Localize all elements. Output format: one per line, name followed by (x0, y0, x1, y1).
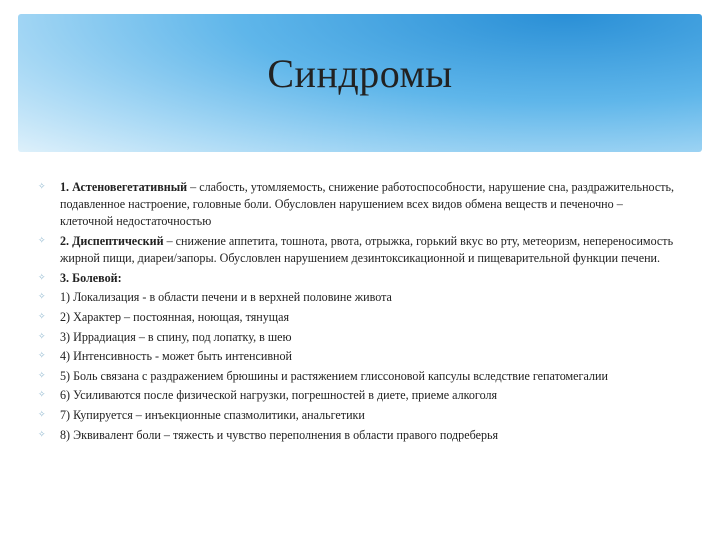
diamond-bullet-icon: ✧ (38, 370, 46, 381)
list-item (38, 329, 678, 346)
slide-title: Синдромы (267, 51, 453, 96)
list-item (38, 387, 678, 404)
diamond-bullet-icon: ✧ (38, 351, 46, 362)
list-item (38, 427, 678, 444)
item-text: 8) Эквивалент боли – тяжесть и чувство переполнения в области правого подреберья (60, 427, 499, 442)
list-item (38, 179, 678, 231)
item-text: 6) Усиливаются после физической нагрузки, погрешностей в диете, приеме алкоголя (60, 388, 498, 403)
diamond-bullet-icon: ✧ (38, 272, 46, 283)
item-text: 4) Интенсивность - может быть интенсивной (60, 349, 293, 364)
diamond-bullet-icon: ✧ (38, 409, 46, 420)
list-item (38, 407, 678, 424)
list-item (38, 289, 678, 306)
item-text: 2) Характер – постоянная, ноющая, тянущая (60, 309, 290, 324)
list-item (38, 348, 678, 365)
diamond-bullet-icon: ✧ (38, 236, 46, 246)
item-text: – слабость, утомляемость, снижение работоспособности, нарушение сна, раздражительность, подавленное настроение, головные боли. Обусловлен нарушением всех видов обмена веществ и печеночно – клеточной недостаточностью (60, 180, 675, 229)
diamond-bullet-icon: ✧ (38, 390, 46, 401)
list-item (38, 309, 678, 326)
diamond-bullet-icon: ✧ (38, 331, 46, 342)
list-item (38, 270, 678, 287)
item-heading: 3. Болевой: (60, 270, 122, 285)
item-heading: 1. Астеновегетативный (60, 180, 188, 194)
syndrome-list (38, 179, 678, 446)
item-text: 3) Иррадиация – в спину, под лопатку, в шею (60, 329, 292, 344)
item-text: 7) Купируется – инъекционные спазмолитики, анальгетики (60, 407, 365, 422)
diamond-bullet-icon: ✧ (38, 311, 46, 322)
diamond-bullet-icon: ✧ (38, 292, 46, 303)
list-item (38, 233, 678, 267)
item-heading: 2. Диспептический (60, 234, 164, 248)
item-text: – снижение аппетита, тошнота, рвота, отрыжка, горький вкус во рту, метеоризм, непереносимость жирной пищи, диареи/запоры. Обусловлен нарушением дезинтоксикационной и пищеварительной функции печени. (60, 234, 674, 266)
diamond-bullet-icon: ✧ (38, 182, 46, 192)
item-text: 5) Боль связана с раздражением брюшины и растяжением глиссоновой капсулы вследствие гепатомегалии (60, 368, 608, 383)
diamond-bullet-icon: ✧ (38, 429, 46, 440)
list-item (38, 368, 678, 385)
item-text: 1) Локализация - в области печени и в верхней половине живота (60, 290, 392, 305)
